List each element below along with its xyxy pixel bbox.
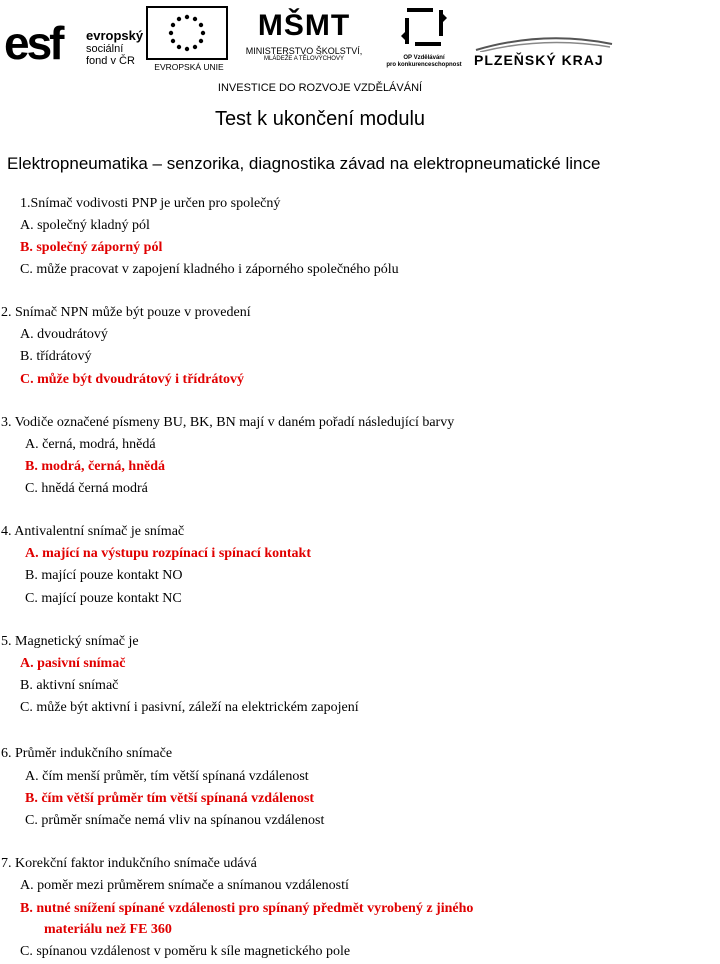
answer-7c: C. spínanou vzdálenost v poměru k síle magnetického pole xyxy=(20,944,351,959)
answer-3b: B. modrá, černá, hnědá xyxy=(25,459,165,474)
op-logo xyxy=(378,6,470,72)
esf-text xyxy=(86,30,143,67)
answer-7b-cont: materiálu než FE 360 xyxy=(44,922,172,937)
answer-5a: A. pasivní snímač xyxy=(20,656,126,671)
answer-1a: A. společný kladný pól xyxy=(20,218,150,233)
esf-line2: sociální xyxy=(86,43,124,55)
question-4: 4. Antivalentní snímač je snímač xyxy=(1,524,185,539)
question-6: 6. Průměr indukčního snímače xyxy=(1,746,173,761)
esf-line3: fond v ČR xyxy=(86,55,135,67)
op-caption1: OP Vzdělávání xyxy=(403,55,445,61)
question-7: 7. Korekční faktor indukčního snímače udává xyxy=(1,856,257,871)
msmt-logo xyxy=(234,6,374,72)
answer-2c: C. může být dvoudrátový i třídrátový xyxy=(20,372,244,387)
question-2: 2. Snímač NPN může být pouze v provedení xyxy=(1,305,251,320)
answer-3c: C. hnědá černá modrá xyxy=(25,481,148,496)
question-5: 5. Magnetický snímač je xyxy=(1,634,139,649)
esf-line1: evropský xyxy=(86,28,144,43)
op-caption2: pro konkurenceschopnost xyxy=(386,62,462,68)
answer-5b: B. aktivní snímač xyxy=(20,678,119,693)
esf-logo xyxy=(4,14,144,74)
answer-5c: C. může být aktivní i pasivní, záleží na elektrickém zapojení xyxy=(20,700,359,715)
esf-mark: esf xyxy=(4,17,62,69)
eu-logo xyxy=(146,6,232,72)
pk-text: PLZEŇSKÝ KRAJ xyxy=(474,52,604,68)
answer-3a: A. černá, modrá, hnědá xyxy=(25,437,156,452)
op-square-icon xyxy=(399,6,449,50)
page-title: Test k ukončení modulu xyxy=(214,108,426,130)
logo-bar xyxy=(0,0,720,80)
eu-flag-icon xyxy=(146,6,228,60)
answer-1b: B. společný záporný pól xyxy=(20,240,163,255)
question-1: 1.Snímač vodivosti PNP je určen pro společný xyxy=(20,196,281,211)
answer-7b: B. nutné snížení spínané vzdálenosti pro spínaný předmět vyrobený z jiného xyxy=(20,901,474,916)
msmt-mark: MŠMT xyxy=(257,9,351,42)
answer-1c: C. může pracovat v zapojení kladného i záporného společného pólu xyxy=(20,262,399,277)
answer-6b: B. čím větší průměr tím větší spínaná vzdálenost xyxy=(25,791,315,806)
answer-6a: A. čím menší průměr, tím větší spínaná vzdálenost xyxy=(25,769,309,784)
msmt-caption: MINISTERSTVO ŠKOLSTVÍ, xyxy=(245,46,363,56)
pk-swoosh-icon xyxy=(474,36,614,52)
question-3: 3. Vodiče označené písmeny BU, BK, BN mají v daném pořadí následující barvy xyxy=(1,415,455,430)
investice-caption: INVESTICE DO ROZVOJE VZDĚLÁVÁNÍ xyxy=(217,82,423,94)
answer-4a: A. mající na výstupu rozpínací i spínací kontakt xyxy=(25,546,312,561)
answer-6c: C. průměr snímače nemá vliv na spínanou vzdálenost xyxy=(25,813,325,828)
answer-7a: A. poměr mezi průměrem snímače a snímanou vzdáleností xyxy=(20,878,349,893)
plzensky-kraj-logo xyxy=(474,40,624,70)
answer-2a: A. dvoudrátový xyxy=(20,327,108,342)
answer-2b: B. třídrátový xyxy=(20,349,92,364)
msmt-caption2: MLÁDEŽE A TĚLOVÝCHOVY xyxy=(264,56,344,62)
answer-4b: B. mající pouze kontakt NO xyxy=(25,568,183,583)
page-subtitle: Elektropneumatika – senzorika, diagnostika závad na elektropneumatické lince xyxy=(7,154,601,173)
answer-4c: C. mající pouze kontakt NC xyxy=(25,591,182,606)
eu-caption: EVROPSKÁ UNIE xyxy=(154,62,224,72)
